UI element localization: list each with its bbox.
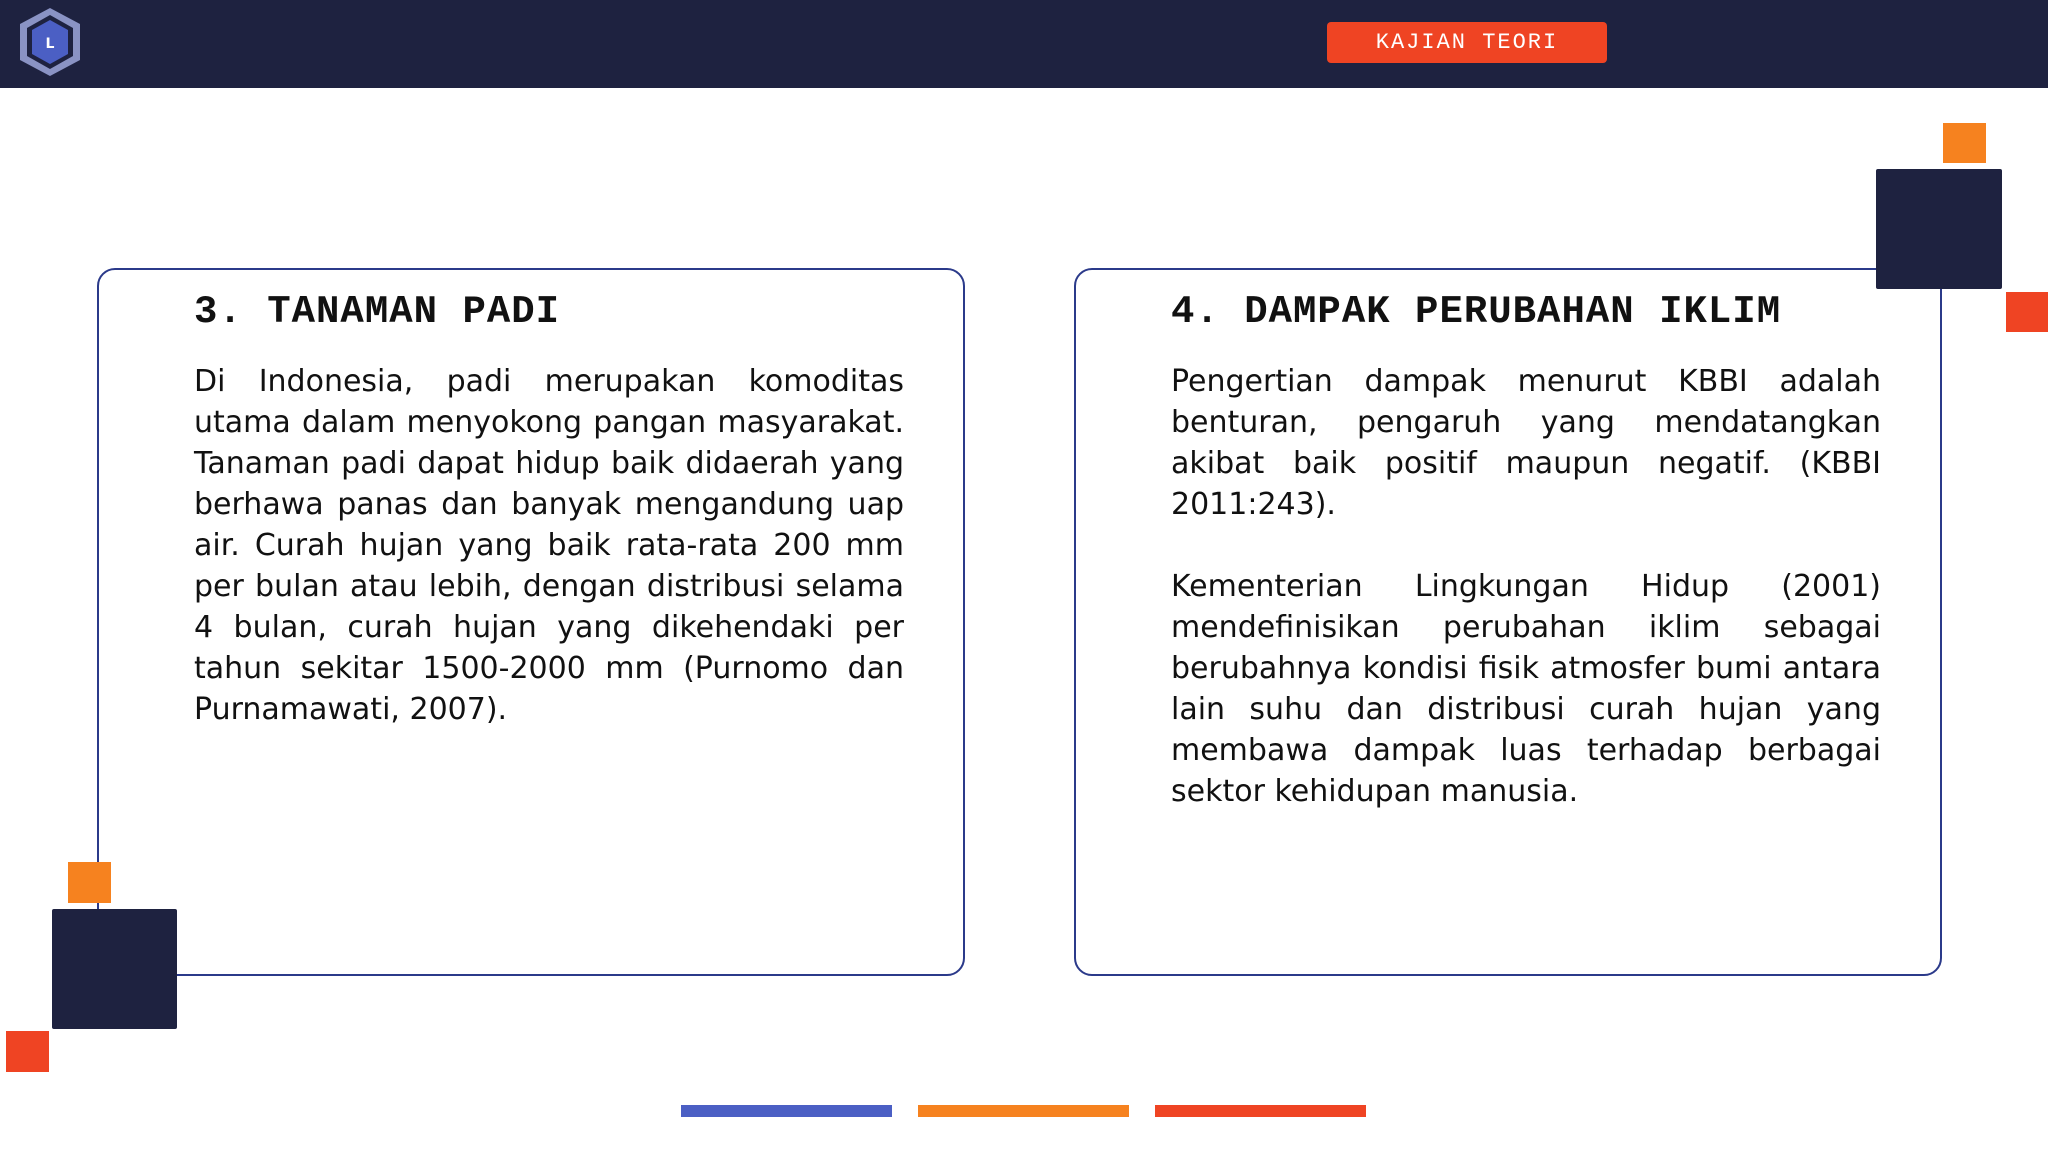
section-tag: KAJIAN TEORI: [1327, 22, 1607, 63]
card-tanaman-padi: [97, 268, 965, 976]
decor-bar-red: [1155, 1105, 1366, 1117]
logo-letter: L: [45, 36, 55, 52]
card-body: [194, 361, 904, 730]
logo-icon: [16, 6, 84, 78]
decor-square-orange-bottom: [68, 862, 111, 903]
decor-square-red-right: [2006, 292, 2048, 332]
card-title: 3. TANAMAN PADI: [194, 290, 561, 334]
decor-bar-orange: [918, 1105, 1129, 1117]
card-paragraph: Pengertian dampak menurut KBBI adalah benturan, pengaruh yang mendatangkan akibat baik positif maupun negatif. (KBBI 2011:243).: [1171, 364, 1881, 522]
card-dampak-perubahan-iklim: [1074, 268, 1942, 976]
decor-square-navy-top: [1876, 169, 2002, 289]
card-title: 4. DAMPAK PERUBAHAN IKLIM: [1171, 290, 1782, 334]
decor-square-navy-bottom: [52, 909, 177, 1029]
card-body: [1171, 361, 1881, 812]
decor-square-red-left: [6, 1031, 49, 1072]
card-paragraph: Di Indonesia, padi merupakan komoditas utama dalam menyokong pangan masyarakat. Tanaman padi dapat hidup baik didaerah yang berhawa panas dan banyak mengandung uap air. Curah hujan yang baik rata-rata 200 mm per bulan atau lebih, dengan distribusi selama 4 bulan, curah hujan yang dikehendaki per tahun sekitar 1500-2000 mm (Purnomo dan Purnamawati, 2007).: [194, 364, 904, 727]
top-bar: [0, 0, 2048, 88]
card-paragraph: Kementerian Lingkungan Hidup (2001) mendefinisikan perubahan iklim sebagai berubahnya kondisi fisik atmosfer bumi antara lain suhu dan distribusi curah hujan yang membawa dampak luas terhadap berbagai sektor kehidupan manusia.: [1171, 569, 1881, 809]
decor-bar-blue: [681, 1105, 892, 1117]
decor-square-orange-top: [1943, 123, 1986, 163]
